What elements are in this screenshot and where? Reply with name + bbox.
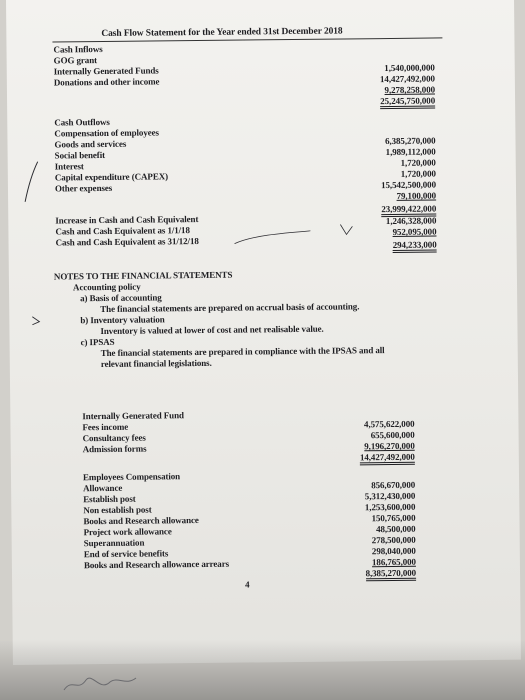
row-label: Books and Research allowance — [83, 515, 199, 527]
row-label: Goods and services — [54, 138, 127, 150]
row-amount: 9,278,258,000 — [384, 84, 436, 96]
total-amount: 25,245,750,000 — [325, 96, 435, 107]
row-amount: 79,100,000 — [396, 190, 437, 201]
note-a-label: a) Basis of accounting — [80, 292, 162, 304]
notes-heading: NOTES TO THE FINANCIAL STATEMENTS — [53, 269, 233, 282]
row-amount: 186,765,000 — [371, 556, 416, 568]
row-label: Admission forms — [82, 443, 147, 455]
row-amount: 655,600,000 — [370, 429, 415, 441]
row-label: Fees income — [82, 421, 129, 433]
note-c-text: The financial statements are prepared in compliance with the IPSAS and all — [100, 345, 385, 359]
row-amount: 1,720,000 — [400, 168, 436, 179]
total-amount: 23,999,422,000 — [326, 204, 436, 215]
row-amount: 856,670,000 — [371, 479, 416, 491]
statement-page — [6, 0, 521, 665]
note-b-label: b) Inventory valuation — [80, 314, 165, 326]
row-label: Capital expenditure (CAPEX) — [54, 171, 169, 183]
row-amount: 1,989,112,000 — [385, 146, 436, 158]
row-amount: 48,500,000 — [375, 523, 416, 535]
note-c-label: c) IPSAS — [80, 336, 115, 348]
pen-mark — [338, 222, 378, 238]
igf-heading: Internally Generated Fund — [82, 410, 184, 422]
row-amount: 1,253,600,000 — [364, 501, 416, 513]
row-label: End of service benefits — [83, 548, 169, 560]
cash-inflows-heading: Cash Inflows — [53, 43, 103, 55]
row-amount: 14,427,492,000 — [379, 73, 435, 85]
total-amount: 8,385,270,000 — [306, 568, 416, 579]
employees-heading: Employees Compensation — [82, 471, 181, 483]
row-amount: 150,765,000 — [371, 512, 416, 524]
row-label: Books and Research allowance arrears — [83, 558, 230, 571]
policy-heading: Accounting policy — [72, 281, 141, 293]
pen-mark — [22, 160, 42, 205]
pen-mark — [29, 314, 43, 328]
row-amount: 5,312,430,000 — [364, 490, 416, 502]
note-b-text: Inventory is valued at lower of cost and net realisable value. — [100, 323, 324, 337]
note-c-text: relevant financial legislations. — [100, 357, 212, 370]
row-label: Establish post — [83, 493, 136, 505]
row-label: Compensation of employees — [54, 127, 159, 139]
row-label: Project work allowance — [83, 526, 172, 538]
row-label: GOG grant — [53, 55, 98, 66]
cash-outflows-heading: Cash Outflows — [54, 116, 110, 128]
page-number: 4 — [245, 579, 250, 590]
row-label: Allowance — [83, 482, 123, 494]
total-amount: 294,233,000 — [327, 240, 437, 251]
row-label: Cash and Cash Equivalent as 31/12/18 — [55, 235, 199, 248]
row-amount: 6,385,270,000 — [384, 135, 436, 147]
row-label: Non establish post — [83, 504, 152, 516]
row-label: Cash and Cash Equivalent as 1/1/18 — [55, 225, 190, 237]
row-label: Consultancy fees — [82, 432, 146, 444]
row-label: Superannuation — [83, 537, 145, 549]
pen-scribble — [60, 670, 140, 696]
row-label: Other expenses — [54, 182, 113, 194]
row-label: Social benefit — [54, 149, 106, 161]
row-label: Interest — [54, 161, 84, 172]
row-amount: 278,500,000 — [371, 534, 416, 546]
total-amount: 14,427,492,000 — [305, 452, 415, 463]
row-label: Donations and other income — [53, 76, 160, 88]
page-title: Cash Flow Statement for the Year ended 31st December 2018 — [101, 26, 343, 40]
row-amount: 9,196,270,000 — [364, 440, 415, 452]
row-amount: 4,575,622,000 — [363, 418, 415, 430]
row-amount: 1,720,000 — [400, 157, 436, 168]
row-amount: 1,246,328,000 — [385, 215, 437, 227]
row-label: Internally Generated Funds — [53, 65, 159, 77]
pen-mark — [232, 229, 312, 248]
note-a-text: The financial statements are prepared on accrual basis of accounting. — [100, 301, 360, 315]
row-amount: 952,095,000 — [392, 226, 437, 237]
row-label: Increase in Cash and Cash Equivalent — [55, 213, 199, 226]
row-amount: 298,040,000 — [371, 545, 416, 557]
row-amount: 15,542,500,000 — [381, 179, 437, 191]
row-amount: 1,540,000,000 — [384, 62, 435, 74]
